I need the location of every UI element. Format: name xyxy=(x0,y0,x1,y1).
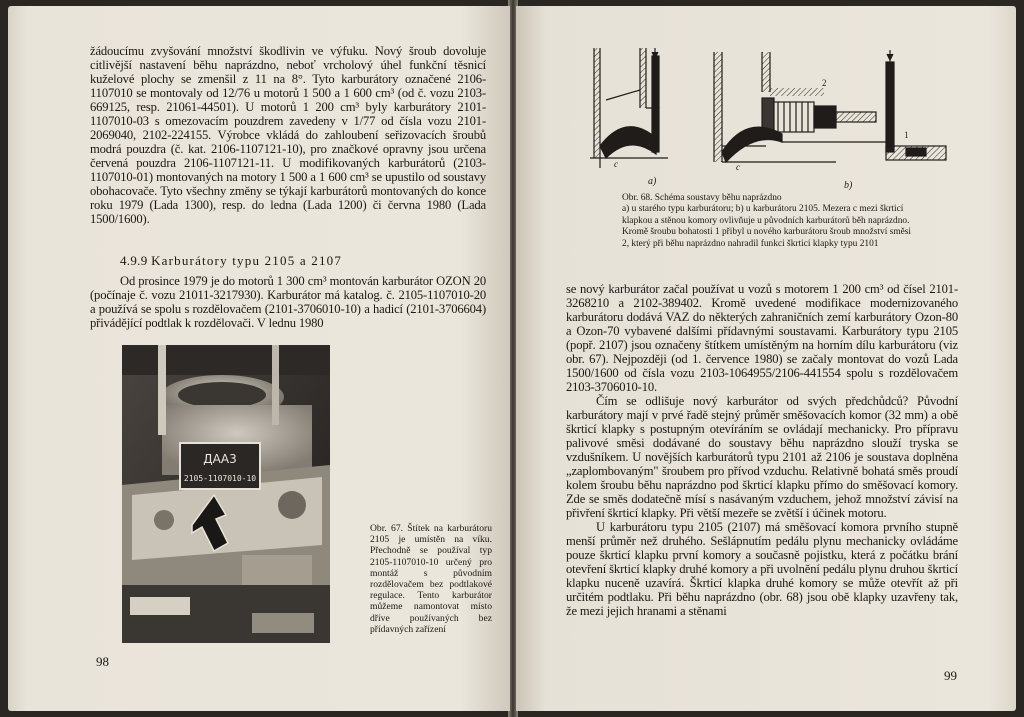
diagram-b-part-c: c xyxy=(736,162,740,172)
page-number-left: 98 xyxy=(96,654,109,669)
diagram-b-part-1: 1 xyxy=(904,130,909,140)
section-title: Karburátory typu 2105 a 2107 xyxy=(151,253,343,268)
left-paragraph-2: Od prosince 1979 je do motorů 1 300 cm³ montován karburátor OZON 20 (počínaje č. vozu 21011-3217930). Karburátor má katalog. č. 2105-1107010-20 a používá se spolu s rozdělovačem (2101-3706010-10) a hadicí (2101-3706604) přivádějící podtlak k rozdělovači. V lednu 1980 xyxy=(90,274,486,330)
section-heading xyxy=(120,253,342,269)
right-paragraph-2: Čím se odlišuje nový karburátor od svých předchůdců? Původní karburátory mají v prvé řadě stejný průměr směšovacích komor (32 mm) a obě škrticí klapky s postupným otevíráním se ovládají mechanicky. Pro přípravu palivové směsi dodávané do soustavy běhu naprázdno slouží tryska se vzdušníkem. U novějších karburátorů typu 2101 až 2106 je soustava doplněna „zaplombovaným" šroubem pro přívod vzduchu. Relativně bohatá směs proudí kolem šroubu běhu naprázdno pod škrticí klapku přímo do směšovací komory. Zde se směs dodatečně mísí s nasávaným vzduchem, jehož množství závisí na přivření škrticí klapky. Při větší mezeře se zvětší i účinek motoru. xyxy=(566,394,958,520)
left-text-block xyxy=(90,44,486,226)
figure-68-caption-title: Obr. 68. Schéma soustavy běhu naprázdno xyxy=(622,193,782,203)
diagram-b-part-2: 2 xyxy=(822,78,827,88)
right-text-block xyxy=(566,282,958,618)
left-paragraph-1: žádoucímu zvyšování množství škodlivin ve výfuku. Nový šroub dovoluje citlivější nastavení běhu naprázdno, neboť vrcholový úhel funkční těsnicí kuželové plochy se zmenšil z 11 na 8°. Tyto karburátory označené 2106-1107010 se montovaly od 12/76 u motorů 1 500 a 1 600 cm³ (od č. vozu 2103-669125, resp. 21061-44501). U motorů 1 200 cm³ byly karburátory 2101-1107010-03 s omezovacím pouzdrem zavedeny v 1/77 od čísla vozu 2101-2069040, 2102-224155. Výrobce vkládá do zahloubení seřizovacích šroubů modrá pouzdra (č. kat. 2106-1107121-10), pro značkové opravny jsou určena červená pouzdra 2106-1107121-11. U modifikovaných karburátorů (2103-1107010-01) montovaných na motory 1 500 a 1 600 cm³ se upustilo od soustavy obohacovače. Tyto všechny změny se týkají karburátorů montovaných do konce roku 1979 (Lada 1300), resp. do ledna (Lada 1200) či června 1980 (Lada 1500/1600). xyxy=(90,44,486,226)
right-page xyxy=(516,6,1016,711)
photo-label-top: ДАА3 xyxy=(203,452,237,466)
figure-67-caption: Obr. 67. Štítek na karburátoru 2105 je umístěn na víku. Přechodně se používal typ 2105-1107010-10 určený pro montáž s původním rozdělovačem bez podtlakové regulace. Tento karburátor můžeme namontovat místo dříve používaných bez přídavných zařízení xyxy=(370,523,492,635)
diagram-a-part-c: c xyxy=(614,159,618,169)
right-paragraph-1: se nový karburátor začal používat u vozů s motorem 1 200 cm³ od čísel 2101-3268210 a 2102-389402. Kromě uvedené modifikace modernizovaného karburátoru dodává VAZ do některých zahraničních zemí karburátory Ozon-80 a Ozon-70 vybavené dalšími přídavnými soustavami. Karburátory typu 2105 (popř. 2107) jsou označeny štítkem umístěným na horním dílu karburátoru (viz obr. 67). Nejpozději (od 1. července 1980) se začaly montovat do vozů Lada 1500/1600 od čísla vozu 2103-1064955/2106-441554 spolu s rozdělovačem 2103-3706010-10. xyxy=(566,282,958,394)
idle-system-diagram xyxy=(586,42,996,192)
photo-label-bottom: 2105-1107010-10 xyxy=(183,474,257,483)
diagram-b-label: b) xyxy=(844,180,853,191)
carburetor-photo xyxy=(122,345,330,643)
left-page xyxy=(8,6,510,711)
right-paragraph-3: U karburátoru typu 2105 (2107) má směšovací komora prvního stupně menší průměr než druhého. Sešlápnutím pedálu plynu mechanicky ovládáme pouze škrticí klapku první komory a současně pojistku, která z počátku brání otevření škrticí klapky druhé komory a při uvolnění pedálu plynu druhou škrticí klapku nuceně uzavírá. Škrticí klapka druhé komory se může otevřít až při určitém podtlaku. Při běhu naprázdno (obr. 68) jsou obě klapky uzavřeny tak, že mezi jejich hranami a stěnami xyxy=(566,520,958,618)
page-number-right: 99 xyxy=(944,668,957,683)
section-number: 4.9.9 xyxy=(120,253,148,268)
diagram-a-part-1: 1 xyxy=(656,100,661,110)
figure-68-caption xyxy=(622,193,912,250)
figure-68-caption-body: a) u starého typu karburátoru; b) u karburátoru 2105. Mezera c mezi škrticí klapkou a stěnou komory ovlivňuje u původních karburátorů běh naprázdno. Kromě šroubu bohatosti 1 přibyl u nového karburátoru šroub množství směsi 2, který při běhu naprázdno nahradil funkci škrticí klapky typu 2101 xyxy=(622,204,912,249)
left-text-block-2 xyxy=(90,274,486,330)
diagram-b xyxy=(714,50,946,162)
diagram-a-label: a) xyxy=(648,176,657,187)
